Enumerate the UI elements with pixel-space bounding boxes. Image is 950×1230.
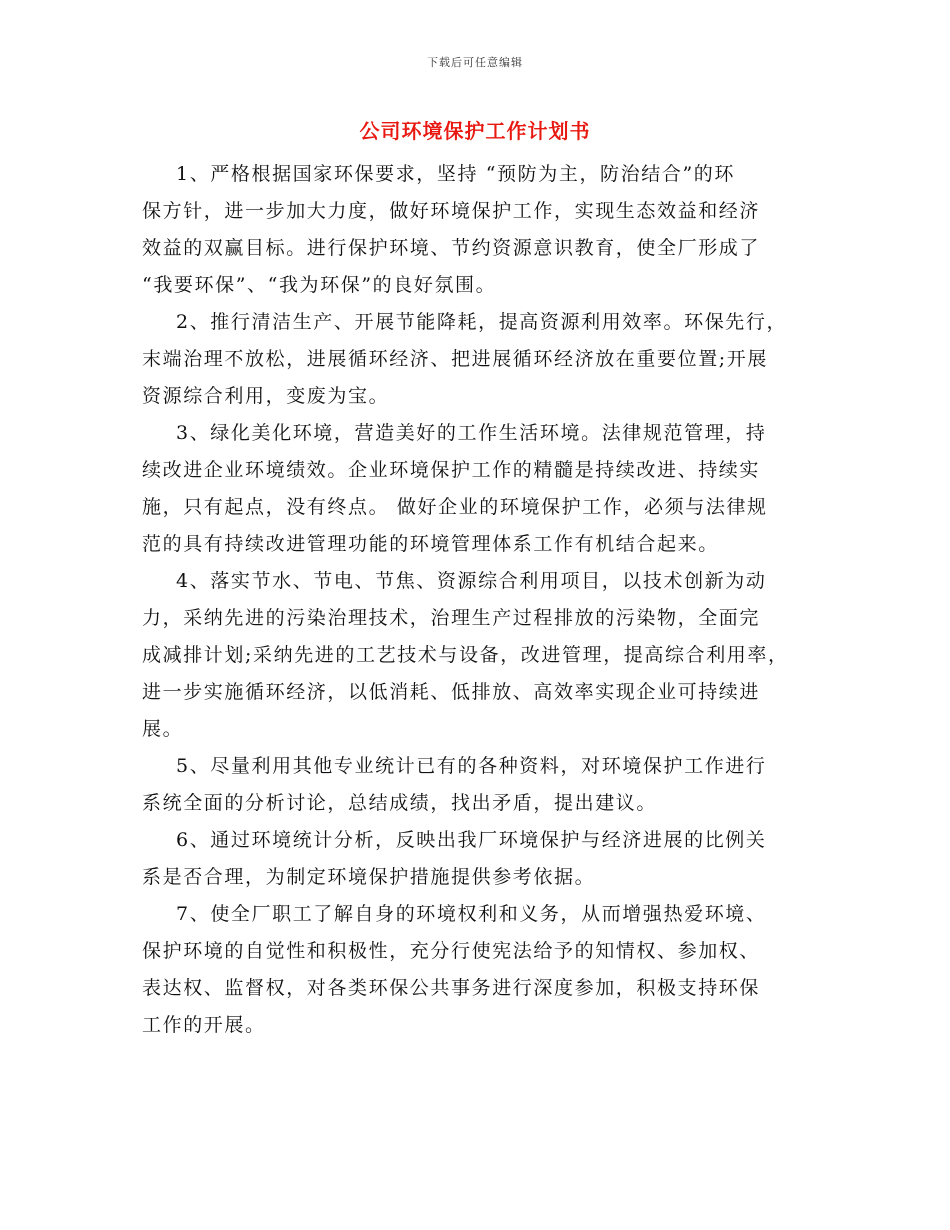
paragraph-line: 末端治理不放松，进展循环经济、把进展循环经济放在重要位置;开展 <box>142 348 769 370</box>
paragraph-line: 2、推行清洁生产、开展节能降耗，提高资源利用效率。环保先行， <box>176 311 788 333</box>
document-title: 公司环境保护工作计划书 <box>359 119 591 143</box>
paragraph-line: 系统全面的分析讨论，总结成绩，找出矛盾，提出建议。 <box>142 792 658 814</box>
paragraph-6 <box>142 822 810 896</box>
header-note: 下载后可任意编辑 <box>427 56 523 69</box>
paragraph-line: 表达权、监督权，对各类环保公共事务进行深度参加，积极支持环保 <box>142 977 761 999</box>
paragraph-line: 1、严格根据国家环保要求，坚持 “预防为主，防治结合”的环 <box>176 163 735 185</box>
paragraph-line: 效益的双赢目标。进行保护环境、节约资源意识教育，使全厂形成了 <box>142 237 761 259</box>
paragraph-line: “我要环保”、“我为环保”的良好氛围。 <box>142 274 497 296</box>
paragraph-line: 6、通过环境统计分析，反映出我厂环境保护与经济进展的比例关 <box>176 829 767 851</box>
paragraph-line: 范的具有持续改进管理功能的环境管理体系工作有机结合起来。 <box>142 533 719 555</box>
paragraph-line: 保方针，进一步加大力度，做好环境保护工作，实现生态效益和经济 <box>142 200 761 222</box>
paragraph-4 <box>142 563 810 748</box>
paragraph-line: 资源综合利用，变废为宝。 <box>142 385 390 407</box>
paragraph-2 <box>142 304 810 415</box>
paragraph-line: 4、落实节水、节电、节焦、资源综合利用项目，以技术创新为动 <box>176 570 767 592</box>
paragraph-line: 5、尽量利用其他专业统计已有的各种资料，对环境保护工作进行 <box>176 755 767 777</box>
paragraph-line: 续改进企业环境绩效。企业环境保护工作的精髓是持续改进、持续实 <box>142 459 761 481</box>
paragraph-line: 施，只有起点，没有终点。 做好企业的环境保护工作，必须与法律规 <box>142 496 768 518</box>
paragraph-7 <box>142 896 810 1044</box>
paragraph-line: 7、使全厂职工了解自身的环境权利和义务，从而增强热爱环境、 <box>176 903 767 925</box>
paragraph-line: 3、绿化美化环境，营造美好的工作生活环境。法律规范管理，持 <box>176 422 767 444</box>
paragraph-5 <box>142 748 810 822</box>
paragraph-3 <box>142 415 810 563</box>
document-body <box>142 156 810 1044</box>
paragraph-line: 工作的开展。 <box>142 1014 266 1036</box>
paragraph-line: 系是否合理，为制定环境保护措施提供参考依据。 <box>142 866 596 888</box>
paragraph-line: 进一步实施循环经济，以低消耗、低排放、高效率实现企业可持续进 <box>142 681 761 703</box>
paragraph-line: 保护环境的自觉性和积极性，充分行使宪法给予的知情权、参加权、 <box>142 940 761 962</box>
paragraph-line: 成减排计划;采纳先进的工艺技术与设备，改进管理，提高综合利用率， <box>142 644 789 666</box>
paragraph-line: 力，采纳先进的污染治理技术，治理生产过程排放的污染物，全面完 <box>142 607 761 629</box>
paragraph-line: 展。 <box>142 718 184 740</box>
paragraph-1 <box>142 156 810 304</box>
